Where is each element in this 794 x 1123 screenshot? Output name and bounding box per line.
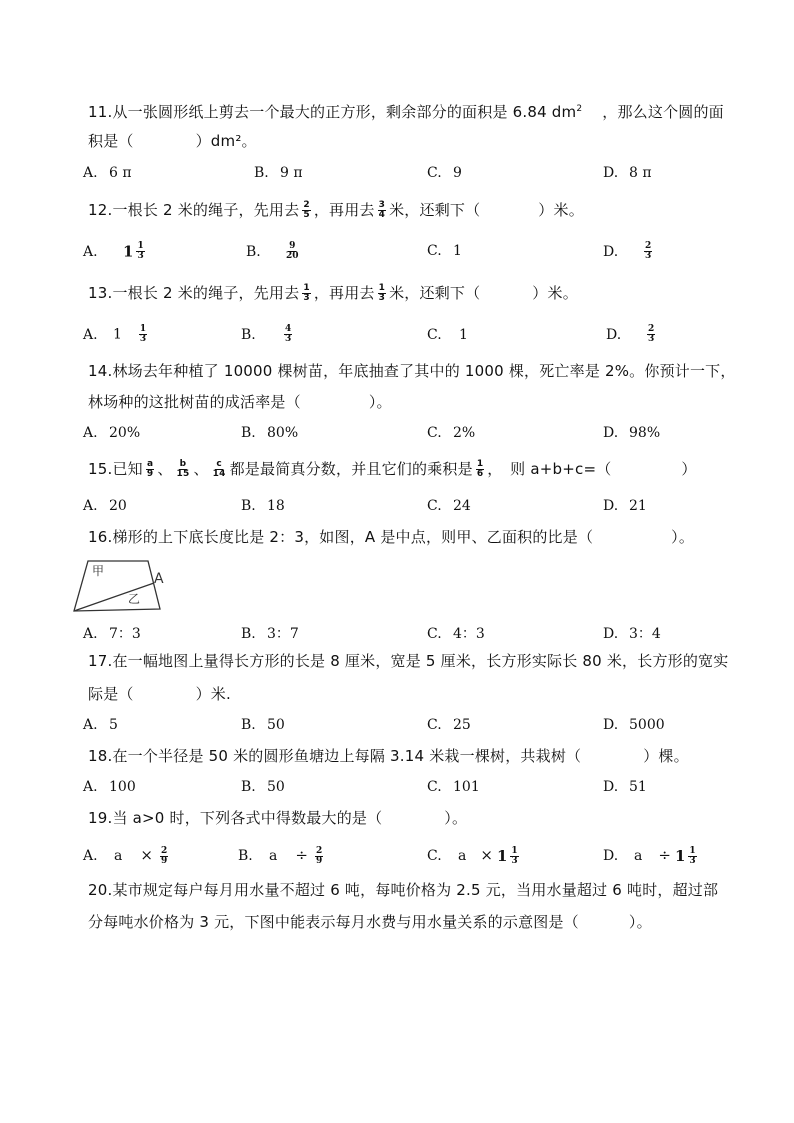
denominator: 9	[315, 855, 323, 866]
option-value: 3：4	[629, 626, 661, 642]
question-12-end: ）米。	[538, 201, 584, 219]
q18-option-d[interactable]	[603, 779, 647, 795]
option-value: 2%	[453, 425, 476, 441]
q11-option-b[interactable]	[254, 165, 303, 181]
q16-option-b[interactable]	[241, 623, 299, 643]
q17-option-c[interactable]	[427, 717, 471, 733]
fraction	[688, 847, 696, 866]
denominator: 15	[176, 469, 190, 479]
label-yi: 乙	[128, 592, 141, 606]
q11-option-a[interactable]	[83, 165, 132, 181]
denominator: 9	[146, 469, 154, 479]
option-label: D.	[603, 848, 619, 864]
q13-option-b[interactable]	[241, 325, 295, 344]
q15-option-b[interactable]	[241, 498, 285, 514]
question-17-line-2	[88, 684, 231, 704]
q12-option-b[interactable]	[246, 242, 303, 261]
whole-number: 1	[123, 242, 134, 261]
fraction	[476, 460, 484, 479]
option-value: 101	[453, 779, 480, 795]
option-label: D.	[603, 626, 619, 642]
option-label: C.	[427, 498, 442, 514]
option-label: A.	[83, 326, 98, 343]
option-label: B.	[238, 848, 253, 864]
option-value: 21	[629, 498, 647, 514]
fraction	[160, 847, 168, 866]
option-value: 1	[459, 327, 468, 343]
numerator: a	[146, 459, 154, 469]
denominator: 3	[648, 334, 655, 344]
question-14-text-2-tail: ）。	[368, 393, 392, 411]
option-label: B.	[241, 498, 256, 514]
question-14-line-1	[88, 361, 736, 381]
denominator: 6	[476, 469, 484, 479]
numerator: 1	[137, 241, 144, 251]
whole-number: 1	[674, 847, 686, 865]
q15-option-a[interactable]	[83, 498, 127, 514]
denominator: 3	[511, 855, 518, 866]
option-label: C.	[427, 848, 442, 864]
numerator: 1	[511, 845, 518, 856]
variable: a	[458, 848, 467, 864]
q12-option-d[interactable]	[603, 242, 655, 261]
question-18-line	[88, 746, 689, 766]
q16-option-c[interactable]	[427, 623, 485, 643]
option-label: D.	[603, 498, 619, 514]
question-19-text-tail: ）。	[444, 809, 468, 827]
fraction	[510, 847, 518, 866]
q16-option-a[interactable]	[83, 623, 141, 643]
option-value: 6 π	[109, 165, 132, 181]
fraction	[212, 460, 227, 479]
question-11-line-2	[88, 131, 257, 151]
option-value: 80%	[267, 425, 299, 441]
question-14-text-2: 林场种的这批树苗的成活率是（	[88, 393, 301, 411]
question-13-end: ）米。	[532, 284, 578, 302]
question-12-post: 米，还剩下（	[389, 201, 481, 219]
question-19-text: 19.当 a>0 时，下列各式中得数最大的是（	[88, 809, 383, 827]
divide-operator: ÷	[658, 846, 671, 864]
numerator: 9	[289, 241, 296, 251]
q18-option-b[interactable]	[241, 779, 285, 795]
option-label: A.	[83, 243, 98, 260]
option-label: D.	[603, 243, 619, 260]
option-label: B.	[241, 717, 256, 733]
question-14-text: 14.林场去年种植了 10000 棵树苗，年底抽查了其中的 1000 棵，死亡率是 2%。你预计一下，	[88, 362, 736, 380]
q15-option-d[interactable]	[603, 498, 647, 514]
q14-option-d[interactable]	[603, 425, 660, 441]
option-label: A.	[83, 498, 98, 514]
option-value: 20%	[109, 425, 141, 441]
q15-option-c[interactable]	[427, 498, 471, 514]
question-11-text: 11.从一张圆形纸上剪去一个最大的正方形，剩余部分的面积是 6.84 dm	[88, 103, 577, 121]
q13-option-a[interactable]	[83, 325, 150, 344]
question-16-line	[88, 527, 694, 547]
question-11-text-2: 积是（	[88, 132, 134, 150]
numerator: 2	[315, 845, 323, 856]
fraction	[378, 284, 386, 303]
numerator: 2	[648, 324, 655, 334]
option-label: A.	[83, 848, 98, 864]
q12-option-c[interactable]	[427, 243, 462, 259]
option-value: 9	[453, 165, 462, 181]
option-label: D.	[606, 326, 622, 343]
option-value: 7：3	[109, 626, 141, 642]
option-label: A.	[83, 717, 98, 733]
numerator: 1	[139, 324, 147, 334]
q19-option-d[interactable]	[603, 846, 700, 866]
variable: a	[269, 848, 278, 864]
denominator: 3	[137, 251, 144, 261]
numerator: 3	[378, 200, 386, 210]
question-13-mid: ，再用去	[313, 284, 375, 302]
q19-option-b[interactable]	[238, 846, 326, 866]
option-label: D.	[603, 165, 619, 181]
superscript: 2	[576, 104, 583, 114]
fraction	[647, 325, 655, 344]
q19-option-c[interactable]	[427, 846, 522, 866]
numerator: 1	[378, 283, 386, 293]
question-12-text: 12.一根长 2 米的绳子，先用去	[88, 201, 300, 219]
numerator: c	[216, 459, 222, 469]
option-value: 9 π	[280, 165, 303, 181]
option-label: B.	[241, 425, 256, 441]
option-value: 25	[453, 717, 471, 733]
denominator: 3	[303, 293, 310, 303]
q14-option-b[interactable]	[241, 425, 298, 441]
question-16-text-tail: ）。	[671, 528, 695, 546]
separator: 、	[157, 460, 173, 478]
option-value: 50	[267, 779, 285, 795]
q12-option-a[interactable]	[83, 242, 148, 261]
option-label: D.	[603, 717, 619, 733]
q13-option-d[interactable]	[606, 325, 658, 344]
option-value: 8 π	[629, 165, 652, 181]
question-11-text-2-tail: ）dm²。	[195, 132, 257, 150]
option-value: 5	[109, 717, 118, 733]
denominator: 14	[212, 469, 226, 479]
option-label: C.	[427, 717, 442, 733]
numerator: 1	[303, 283, 310, 293]
option-label: A.	[83, 165, 98, 181]
question-12-mid: ，再用去	[313, 201, 375, 219]
question-20-text-2-tail: ）。	[628, 913, 652, 931]
question-13-post: 米，还剩下（	[389, 284, 481, 302]
option-label: A.	[83, 779, 98, 795]
fraction	[146, 460, 154, 479]
question-15-line	[88, 459, 697, 479]
question-20-text: 20.某市规定每户每月用水量不超过 6 吨，每吨价格为 2.5 元，当用水量超过 6 吨时，超过部	[88, 881, 719, 899]
q17-option-b[interactable]	[241, 717, 285, 733]
q16-option-d[interactable]	[603, 623, 661, 643]
whole-number: 1	[113, 326, 122, 343]
diagonal-line	[74, 583, 154, 611]
option-label: D.	[603, 779, 619, 795]
option-label: D.	[603, 425, 619, 441]
denominator: 3	[285, 334, 292, 344]
question-17-text-2-tail: ）米.	[195, 685, 231, 703]
option-label: C.	[427, 425, 442, 441]
option-label: C.	[427, 779, 442, 795]
question-14-line-2	[88, 392, 392, 412]
q18-option-a[interactable]	[83, 779, 136, 795]
option-label: B.	[241, 779, 256, 795]
option-value: 24	[453, 498, 471, 514]
denominator: 4	[378, 210, 386, 220]
q13-option-c[interactable]	[427, 327, 468, 343]
q19-option-a[interactable]	[83, 846, 171, 866]
fraction	[302, 201, 310, 220]
option-value: 4：3	[453, 626, 485, 642]
trapezoid-figure	[70, 557, 180, 615]
numerator: 1	[689, 845, 696, 856]
question-13-text: 13.一根长 2 米的绳子，先用去	[88, 284, 300, 302]
option-value: 20	[109, 498, 127, 514]
fraction	[315, 847, 323, 866]
fraction	[302, 284, 310, 303]
separator: 、	[193, 460, 209, 478]
option-label: B.	[241, 326, 256, 343]
question-15-end: ）	[681, 460, 697, 478]
question-15-text: 15.已知	[88, 460, 143, 478]
numerator: b	[179, 459, 187, 469]
question-20-line-2	[88, 912, 652, 932]
option-value: 3：7	[267, 626, 299, 642]
question-18-text-tail: ）棵。	[643, 747, 689, 765]
question-12-line	[88, 200, 584, 220]
question-16-text: 16.梯形的上下底长度比是 2：3，如图，A 是中点，则甲、乙面积的比是（	[88, 528, 594, 546]
variable: a	[114, 848, 123, 864]
q18-option-c[interactable]	[427, 779, 480, 795]
question-15-mid: 都是最简真分数，并且它们的乘积是	[229, 460, 473, 478]
numerator: 2	[303, 200, 310, 210]
option-label: C.	[427, 327, 442, 343]
q17-option-a[interactable]	[83, 717, 118, 733]
question-13-line	[88, 283, 578, 303]
option-value: 100	[109, 779, 136, 795]
numerator: 1	[476, 459, 484, 469]
variable: a	[634, 848, 643, 864]
numerator: 4	[285, 324, 292, 334]
option-label: C.	[427, 165, 442, 181]
option-label: B.	[241, 626, 256, 642]
fraction	[285, 242, 300, 261]
denominator: 3	[378, 293, 386, 303]
option-label: A.	[83, 626, 98, 642]
q11-option-d[interactable]	[603, 165, 652, 181]
option-value: 18	[267, 498, 285, 514]
option-value: 51	[629, 779, 647, 795]
option-value: 98%	[629, 425, 661, 441]
question-17-text: 17.在一幅地图上量得长方形的长是 8 厘米，宽是 5 厘米，长方形实际长 80 米，长方形的宽实	[88, 652, 729, 670]
fraction	[378, 201, 386, 220]
numerator: 2	[645, 241, 652, 251]
question-20-line-1	[88, 880, 718, 900]
fraction	[644, 242, 652, 261]
label-point-a: A	[154, 571, 164, 587]
option-label: B.	[254, 165, 269, 181]
question-11-text-tail: ，那么这个圆的面	[602, 103, 724, 121]
question-17-line-1	[88, 651, 728, 671]
question-11-line-1	[88, 99, 724, 122]
denominator: 3	[645, 251, 652, 261]
denominator: 9	[160, 855, 168, 866]
denominator: 3	[689, 855, 696, 866]
option-label: B.	[246, 243, 261, 260]
multiply-operator: ×	[480, 846, 493, 864]
fraction	[176, 460, 191, 479]
label-jia: 甲	[92, 564, 105, 578]
numerator: 2	[160, 845, 168, 856]
q11-option-c[interactable]	[427, 165, 462, 181]
denominator: 20	[286, 251, 299, 261]
fraction	[284, 325, 292, 344]
question-17-text-2: 际是（	[88, 685, 134, 703]
fraction	[136, 242, 144, 261]
q14-option-c[interactable]	[427, 425, 475, 441]
question-20-text-2: 分每吨水价格为 3 元，下图中能表示每月水费与用水量关系的示意图是（	[88, 913, 579, 931]
question-15-post: ， 则 a+b+c=（	[487, 460, 612, 478]
option-value: 50	[267, 717, 285, 733]
option-label: A.	[83, 425, 98, 441]
question-18-text: 18.在一个半径是 50 米的圆形鱼塘边上每隔 3.14 米栽一棵树，共栽树（	[88, 747, 582, 765]
option-label: C.	[427, 243, 442, 259]
option-value: 5000	[629, 717, 665, 733]
denominator: 5	[303, 210, 310, 220]
q17-option-d[interactable]	[603, 717, 665, 733]
option-value: 1	[453, 243, 462, 259]
question-19-line	[88, 808, 467, 828]
denominator: 3	[139, 334, 147, 344]
multiply-operator: ×	[140, 846, 153, 864]
fraction	[139, 325, 147, 344]
q14-option-a[interactable]	[83, 425, 140, 441]
divide-operator: ÷	[295, 846, 308, 864]
whole-number: 1	[496, 847, 508, 865]
option-label: C.	[427, 626, 442, 642]
